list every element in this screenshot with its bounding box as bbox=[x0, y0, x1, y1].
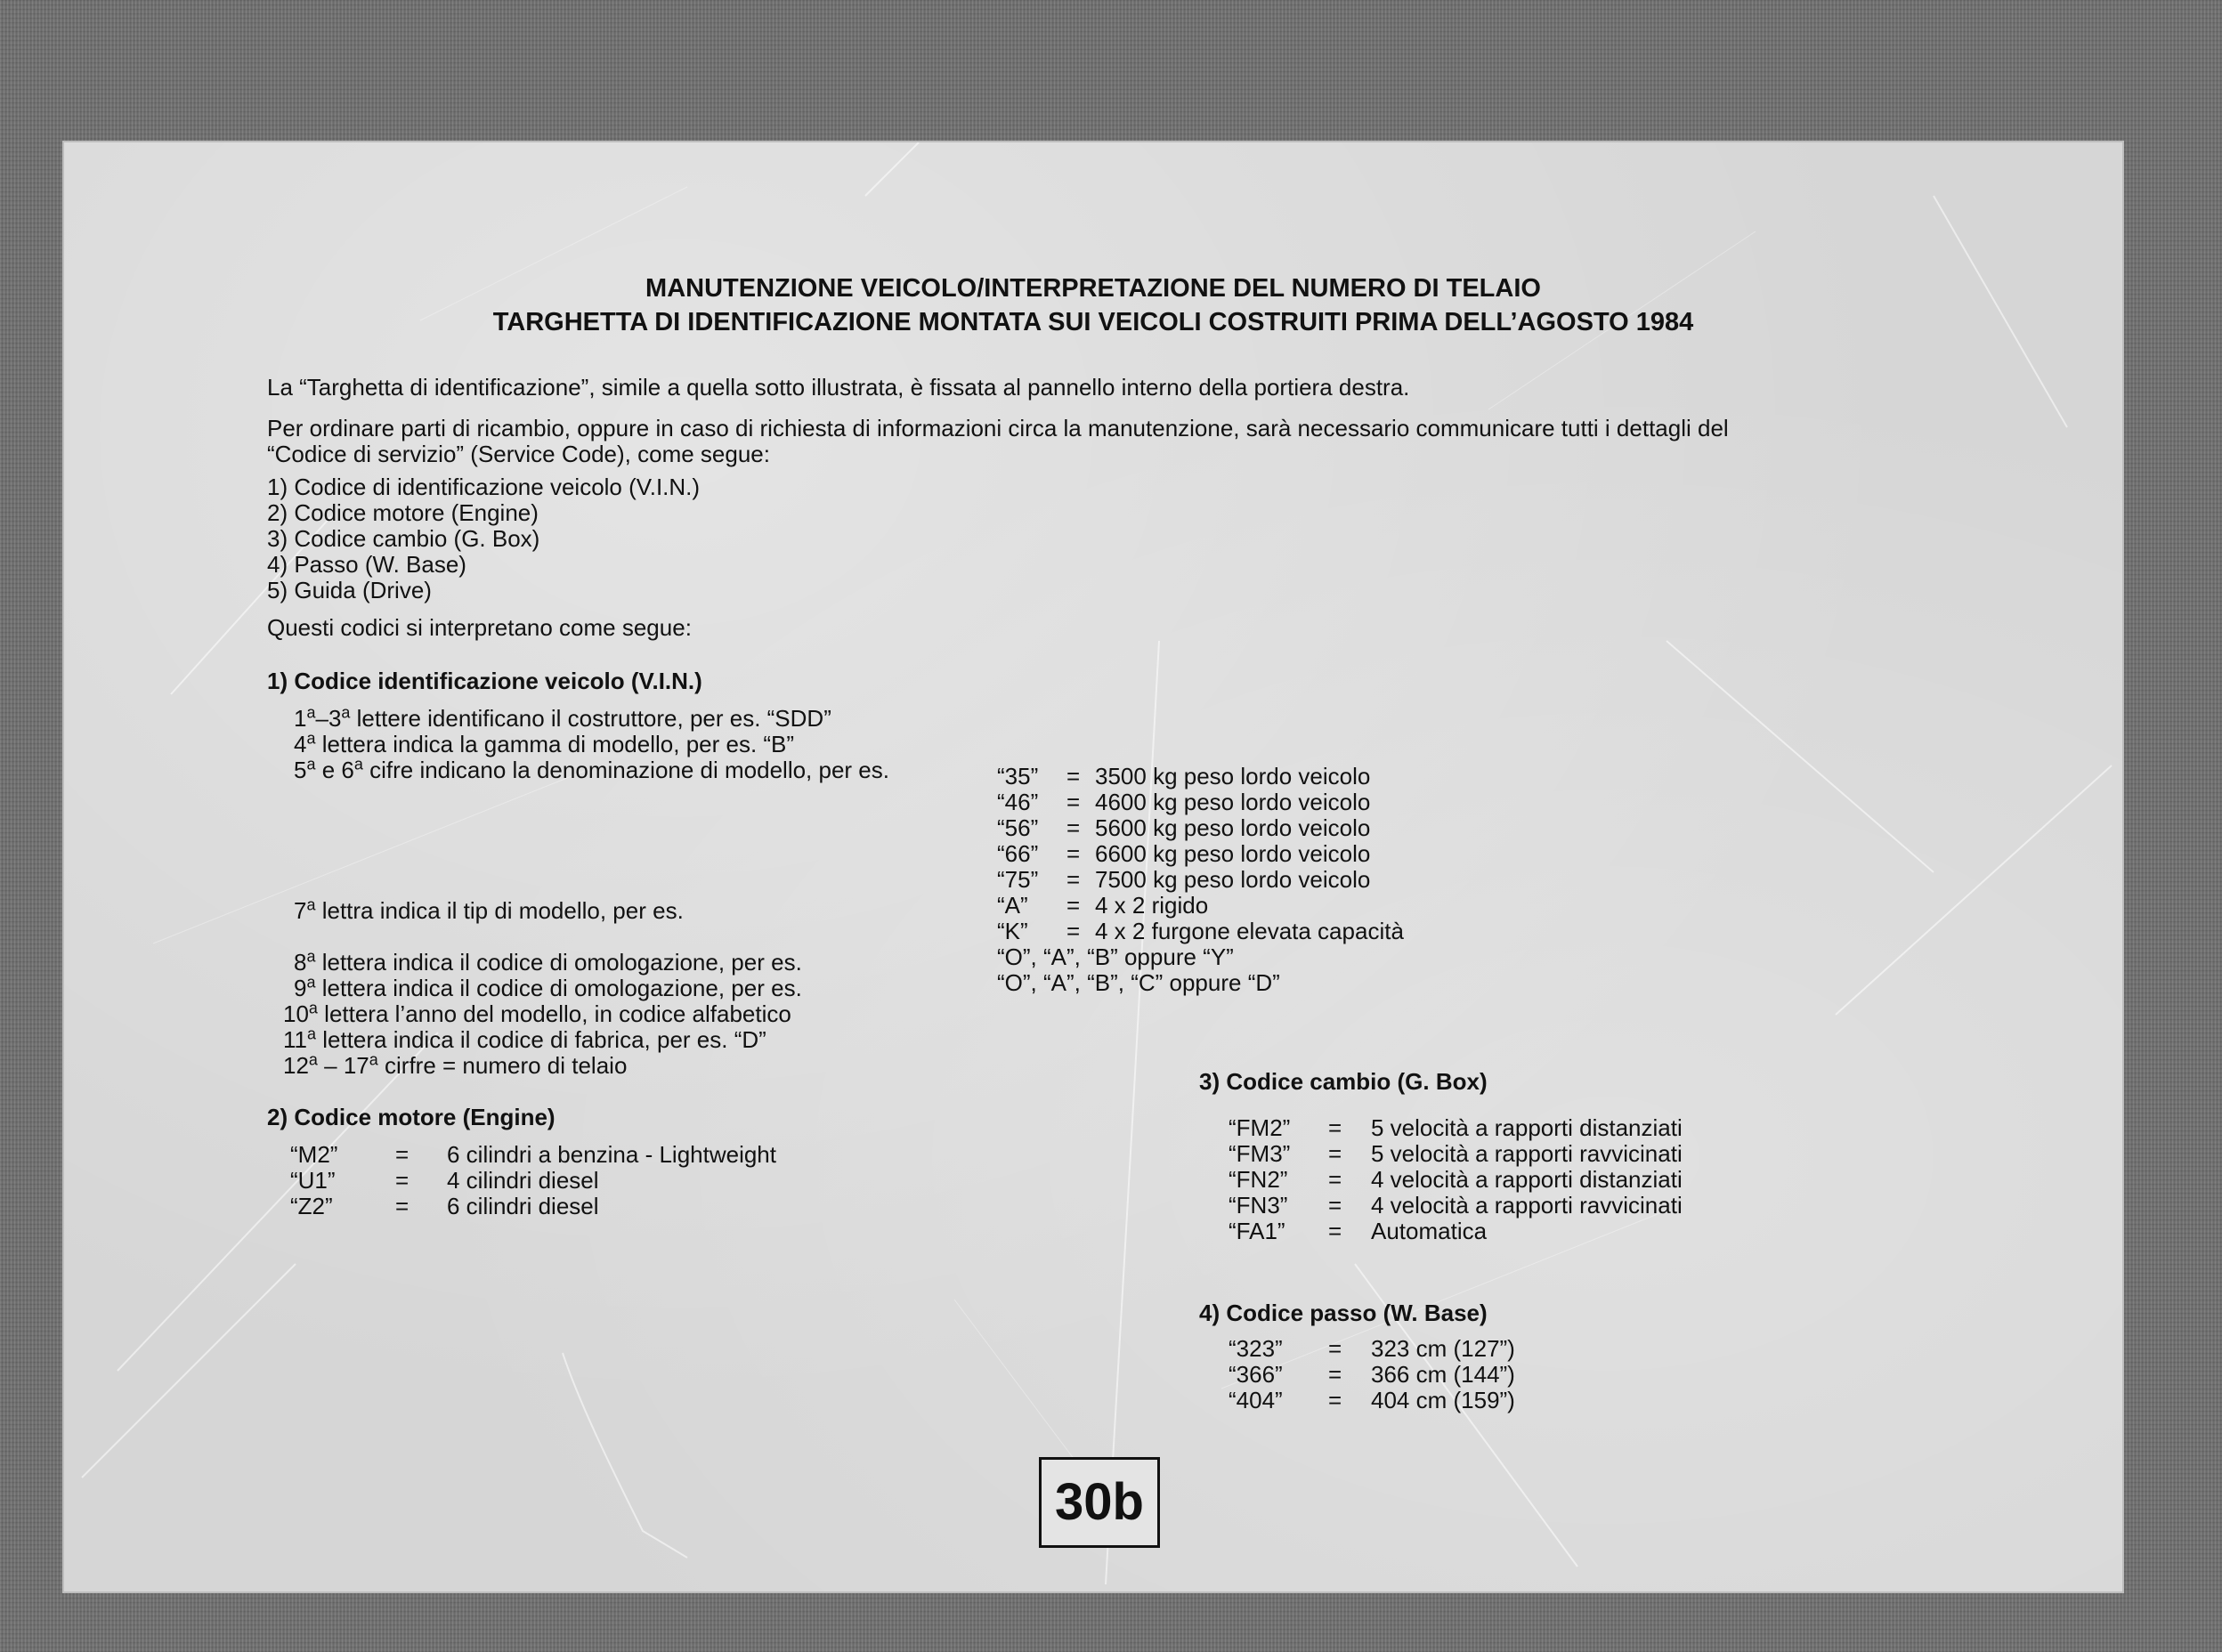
document-card: MANUTENZIONE VEICOLO/INTERPRETAZIONE DEL NUMERO DI TELAIO TARGHETTA DI IDENTIFICAZIONE MONTATA SUI VEICOLI COSTRUITI PRIMA DELL’AGOSTO 1984 La “Targhetta di identificazione”, simile a quella sotto illustrata, è fissata al pannello interno della portiera destra. Per ordinare parti di ricambio, oppure in caso di richiesta di informazioni circa la manutenzione, sarà necessario communicare tutti i dettagli del “Codice di servizio” (Service Code), come segue: 1) Codice di identificazione veicolo (V.I.N.) 2) Codice motore (Engine) 3) Codice cambio (G. Box) 4) Passo (W. Base) 5) Guida (Drive) Questi codici si interpretano come segue: 1) Codice identificazione veicolo (V.I.N.) 1$^a$–3$^a$ lettere identificano il costruttore, per es. “SDD” 4$^a$ lettera indica la gamma di modello, per es. “B” 5$^a$ e 6$^a$ cifre indicano la denominazione di modello, per es. 7$^a$ lettra indica il tip di modello, per es. 8$^a$ lettera indica il codice di omologazione, per es. 9$^a$ lettera indica il codice di omologazione, per es. 10$^a$ lettera l’anno del modello, in codice alfabetico 11$^a$ lettera indica il codice di fabrica, per es. “D” 12$^a$ – 17$^a$ cirfre = numero di telaio “35” = 3500 kg peso lordo veicolo “46” = 4600 kg peso lordo veicolo “56” = 5600 kg peso lordo veicolo “66” = 6600 kg peso lordo veicolo “75” = 7500 kg peso lordo veicolo “A” = 4 x 2 rigido “K” = 4 x 2 furgone elevata capacità “O”, “A”, “B” oppure “Y” “O”, “A”, “B”, “C” oppure “D” 2) Codice motore (Engine) “M2” = 6 cilindri a benzina - Lightweight “U1” = 4 cilindri diesel “Z2” = 6 cilindri diesel 3) Codice cambio (G. Box) “FM2” = 5 velocità a rapporti distanziati “FM3” = 5 velocità a rapporti ravvicinati “FN2” = 4 velocità a rapporti distanziati “FN3” = 4 velocità a rapporti ravvicinati “FA1” = Automatica 4) Codice passo (W. Base) “323” = 323 cm (127”) “366” = 366 cm (144”) “404” = 404 cm (159”) 30b bbox=[64, 142, 2122, 1591]
intro-paragraph-2b: “Codice di servizio” (Service Code), come segue: bbox=[267, 441, 770, 467]
list-item: 1) Codice di identificazione veicolo (V.I.N.) bbox=[267, 474, 701, 500]
page-number: 30b bbox=[1039, 1457, 1160, 1548]
scratch-texture bbox=[64, 142, 2122, 1591]
vin-row: 7$^a$ lettra indica il tip di modello, per es. bbox=[294, 895, 684, 924]
wheelbase-heading: 4) Codice passo (W. Base) bbox=[1199, 1300, 1488, 1326]
vin-row: 5$^a$ e 6$^a$ cifre indicano la denominazione di modello, per es. bbox=[294, 755, 889, 783]
title-line-2: TARGHETTA DI IDENTIFICAZIONE MONTATA SUI VEICOLI COSTRUITI PRIMA DELL’AGOSTO 1984 bbox=[492, 308, 1694, 336]
vin-row: 10$^a$ lettera l’anno del modello, in codice alfabetico bbox=[283, 999, 791, 1027]
intro-paragraph-2a: Per ordinare parti di ricambio, oppure in caso di richiesta di informazioni circa la manutenzione, sarà necessario communicare tutti i dettagli del bbox=[267, 415, 1729, 441]
vin-row: 8$^a$ lettera indica il codice di omologazione, per es. bbox=[294, 947, 802, 976]
list-item: 2) Codice motore (Engine) bbox=[267, 499, 539, 526]
gearbox-heading: 3) Codice cambio (G. Box) bbox=[1199, 1068, 1488, 1095]
title-line-1: MANUTENZIONE VEICOLO/INTERPRETAZIONE DEL NUMERO DI TELAIO bbox=[645, 274, 1541, 303]
vin-row: 11$^a$ lettera indica il codice di fabrica, per es. “D” bbox=[283, 1024, 766, 1053]
list-item: 5) Guida (Drive) bbox=[267, 577, 432, 603]
vin-row: 1$^a$–3$^a$ lettere identificano il costruttore, per es. “SDD” bbox=[294, 703, 831, 732]
homologation-8-values: “O”, “A”, “B” oppure “Y” bbox=[997, 943, 1234, 970]
vin-row: 9$^a$ lettera indica il codice di omologazione, per es. bbox=[294, 973, 802, 1001]
engine-heading: 2) Codice motore (Engine) bbox=[267, 1104, 556, 1130]
intro-paragraph-1: La “Targhetta di identificazione”, simile a quella sotto illustrata, è fissata al pannello interno della portiera destra. bbox=[267, 374, 1410, 401]
homologation-9-values: “O”, “A”, “B”, “C” oppure “D” bbox=[997, 969, 1280, 996]
intro-paragraph-3: Questi codici si interpretano come segue: bbox=[267, 614, 692, 641]
list-item: 4) Passo (W. Base) bbox=[267, 551, 466, 578]
vin-row: 12$^a$ – 17$^a$ cirfre = numero di telaio bbox=[283, 1050, 628, 1079]
list-item: 3) Codice cambio (G. Box) bbox=[267, 525, 540, 552]
vin-row: 4$^a$ lettera indica la gamma di modello, per es. “B” bbox=[294, 729, 795, 757]
vin-heading: 1) Codice identificazione veicolo (V.I.N.) bbox=[267, 668, 702, 694]
